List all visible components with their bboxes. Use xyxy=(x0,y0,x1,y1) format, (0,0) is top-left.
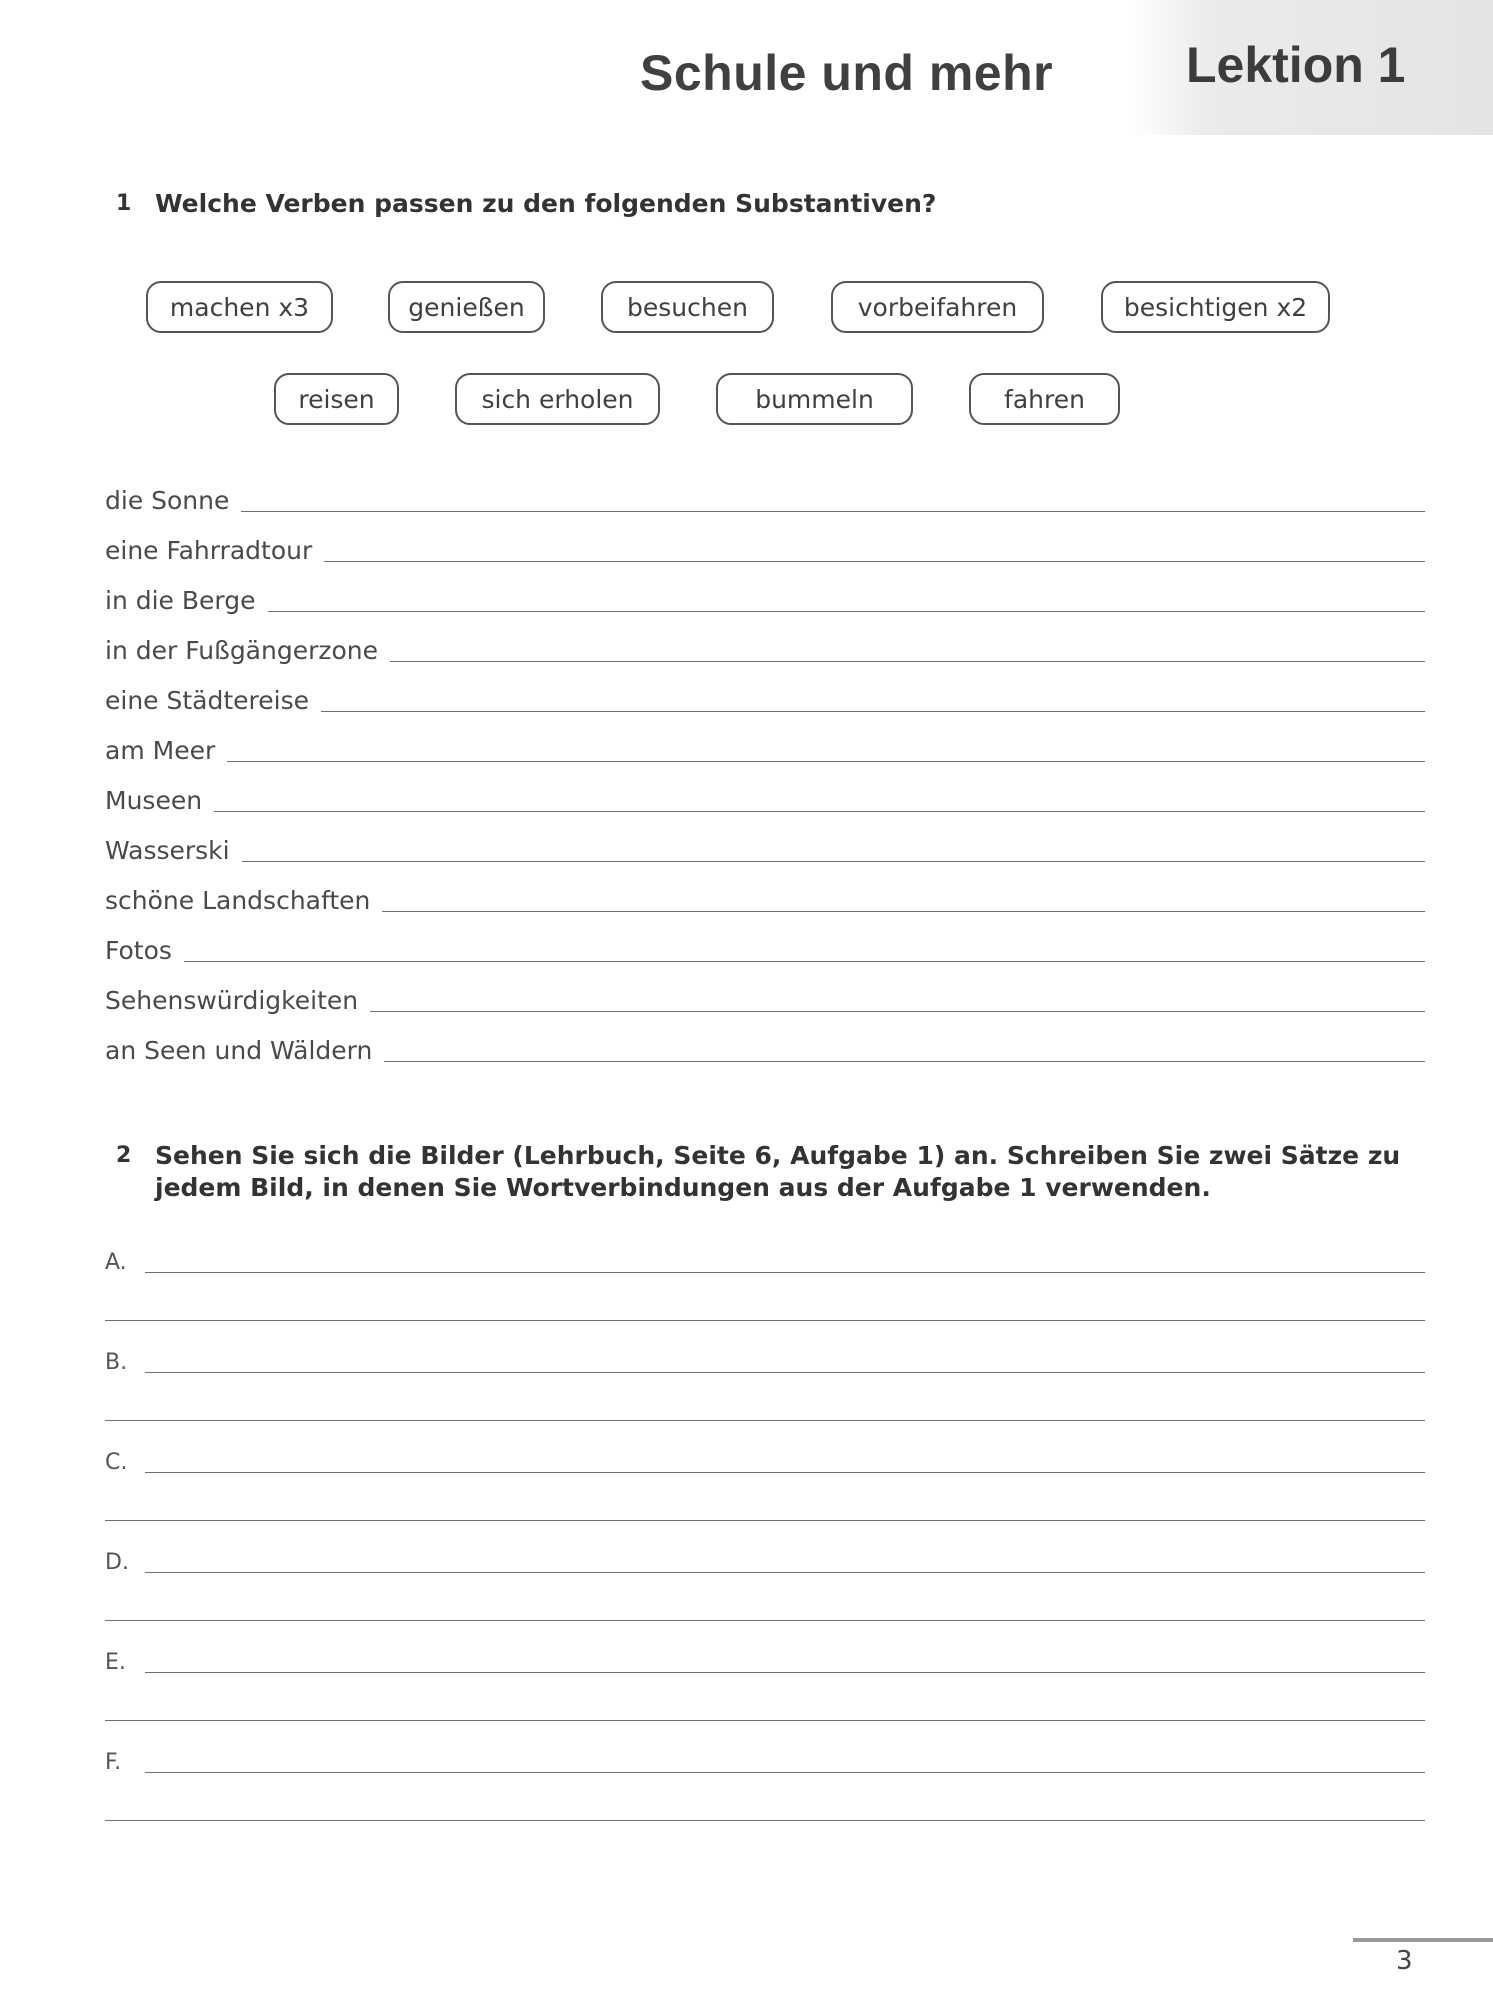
answer-letter: C. xyxy=(105,1450,128,1475)
word-chip: genießen xyxy=(388,281,545,333)
answer-row xyxy=(105,1737,1425,1777)
answer-line[interactable] xyxy=(105,1520,1425,1521)
answer-line[interactable] xyxy=(268,611,1425,612)
answer-line[interactable] xyxy=(145,1572,1425,1573)
answer-line[interactable] xyxy=(105,1620,1425,1621)
answer-line[interactable] xyxy=(105,1720,1425,1721)
task-1-heading xyxy=(116,188,1416,220)
answer-line[interactable] xyxy=(105,1320,1425,1321)
answer-line[interactable] xyxy=(145,1672,1425,1673)
prompt-label: Fotos xyxy=(105,936,172,965)
word-chip: vorbeifahren xyxy=(831,281,1044,333)
lesson-label: Lektion 1 xyxy=(1186,37,1406,93)
prompt-label: eine Städtereise xyxy=(105,686,310,715)
answer-row xyxy=(105,1237,1425,1277)
page-title: Schule und mehr xyxy=(640,45,1054,101)
answer-line[interactable] xyxy=(390,661,1425,662)
answer-line[interactable] xyxy=(105,1420,1425,1421)
fill-row xyxy=(105,630,1425,666)
prompt-label: schöne Landschaften xyxy=(105,886,371,915)
answer-line[interactable] xyxy=(321,711,1425,712)
fill-row xyxy=(105,580,1425,616)
prompt-label: Wasserski xyxy=(105,836,230,865)
word-chip: besuchen xyxy=(601,281,774,333)
footer-rule xyxy=(1353,1938,1493,1942)
fill-row xyxy=(105,1030,1425,1066)
task-1-number: 1 xyxy=(116,191,132,216)
answer-letter: F. xyxy=(105,1750,122,1775)
answer-line[interactable] xyxy=(384,1061,1425,1062)
answer-line[interactable] xyxy=(227,761,1425,762)
answer-letter: B. xyxy=(105,1350,128,1375)
answer-letter: E. xyxy=(105,1650,126,1675)
prompt-label: am Meer xyxy=(105,736,216,765)
answer-row xyxy=(105,1537,1425,1577)
answer-line[interactable] xyxy=(184,961,1425,962)
answer-letter: D. xyxy=(105,1550,129,1575)
fill-row xyxy=(105,680,1425,716)
task-2-number: 2 xyxy=(116,1143,132,1168)
word-chip: reisen xyxy=(274,373,399,425)
fill-row xyxy=(105,980,1425,1016)
fill-row xyxy=(105,530,1425,566)
prompt-label: Sehenswürdigkeiten xyxy=(105,986,359,1015)
task-1-instruction: Welche Verben passen zu den folgenden Substantiven? xyxy=(155,189,937,218)
word-chip: bummeln xyxy=(716,373,913,425)
answer-row xyxy=(105,1637,1425,1677)
answer-line[interactable] xyxy=(105,1820,1425,1821)
lesson-tab xyxy=(1130,0,1493,135)
prompt-label: an Seen und Wäldern xyxy=(105,1036,373,1065)
prompt-label: in die Berge xyxy=(105,586,256,615)
prompt-label: die Sonne xyxy=(105,486,230,515)
word-chip: sich erholen xyxy=(455,373,660,425)
answer-line[interactable] xyxy=(145,1472,1425,1473)
page-number: 3 xyxy=(1396,1946,1413,1976)
word-chip: besichtigen x2 xyxy=(1101,281,1330,333)
answer-line[interactable] xyxy=(242,861,1425,862)
fill-row xyxy=(105,480,1425,516)
fill-row xyxy=(105,930,1425,966)
word-chip: machen x3 xyxy=(146,281,333,333)
answer-line[interactable] xyxy=(382,911,1425,912)
answer-line[interactable] xyxy=(324,561,1425,562)
answer-line[interactable] xyxy=(370,1011,1425,1012)
answer-line[interactable] xyxy=(241,511,1425,512)
task-2-instruction: Sehen Sie sich die Bilder (Lehrbuch, Seite 6, Aufgabe 1) an. Schreiben Sie zwei Sätze zu jedem Bild, in denen Sie Wortverbindungen aus der Aufgabe 1 verwenden. xyxy=(155,1141,1401,1202)
task-2-heading xyxy=(116,1140,1426,1204)
fill-row xyxy=(105,880,1425,916)
word-chip: fahren xyxy=(969,373,1120,425)
answer-row xyxy=(105,1437,1425,1477)
fill-row xyxy=(105,730,1425,766)
answer-line[interactable] xyxy=(145,1372,1425,1373)
prompt-label: in der Fußgängerzone xyxy=(105,636,379,665)
answer-letter: A. xyxy=(105,1250,127,1275)
answer-line[interactable] xyxy=(214,811,1425,812)
fill-row xyxy=(105,780,1425,816)
answer-row xyxy=(105,1337,1425,1377)
answer-line[interactable] xyxy=(145,1772,1425,1773)
fill-row xyxy=(105,830,1425,866)
answer-line[interactable] xyxy=(145,1272,1425,1273)
prompt-label: Museen xyxy=(105,786,203,815)
prompt-label: eine Fahrradtour xyxy=(105,536,313,565)
